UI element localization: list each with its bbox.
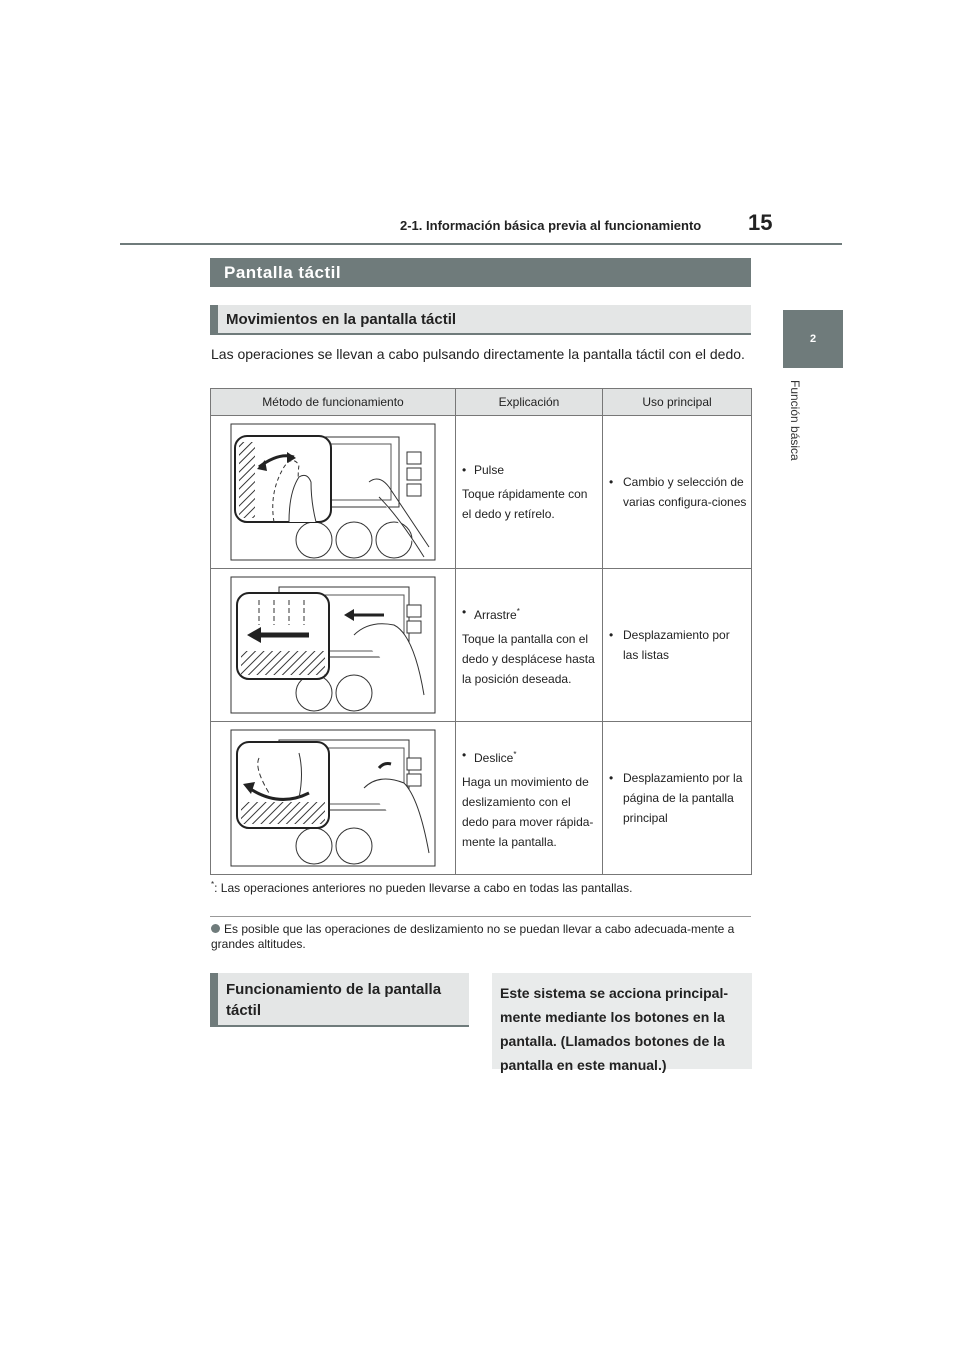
- bottom-heading: Funcionamiento de la pantalla táctil: [210, 973, 469, 1027]
- drag-gesture-illustration: [211, 569, 456, 722]
- use-text: Cambio y selección de varias configura-ciones: [623, 475, 747, 509]
- page-number: 15: [748, 210, 773, 235]
- table-header-row: [211, 389, 752, 416]
- explanation-text: Toque rápidamente con el dedo y retírelo.: [462, 487, 588, 521]
- bottom-description: Este sistema se acciona principal-mente mediante los botones en la pantalla. (Llamados botones de la pantalla en este manual.): [492, 973, 752, 1069]
- explanation-cell: [456, 722, 603, 875]
- note-bullet-icon: [211, 924, 220, 933]
- table-row: [211, 569, 752, 722]
- chapter-side-label: [786, 380, 806, 490]
- table-row: [211, 416, 752, 569]
- explanation-text: Haga un movimiento de deslizamiento con el dedo para mover rápida-mente la pantalla.: [462, 774, 594, 849]
- bullet-icon: •: [462, 747, 467, 762]
- table-header-cell: Uso principal: [603, 389, 752, 416]
- explanation-cell: [456, 569, 603, 722]
- chapter-tab: [783, 310, 843, 368]
- footnote-text: : Las operaciones anteriores no pueden llevarse a cabo en todas las pantallas.: [214, 881, 633, 895]
- note-divider: [210, 916, 751, 917]
- subsection-heading: [210, 305, 751, 335]
- bullet-icon: •: [462, 604, 467, 619]
- table-header-cell: Explicación: [456, 389, 603, 416]
- subsection-title: Movimientos en la pantalla táctil: [226, 310, 457, 328]
- header-divider: [120, 243, 842, 245]
- bullet-icon: •: [609, 771, 614, 785]
- use-cell: [603, 722, 752, 875]
- tap-gesture-illustration: [211, 416, 456, 569]
- intro-paragraph: Las operaciones se llevan a cabo pulsando directamente la pantalla táctil con el dedo.: [211, 346, 745, 362]
- use-cell: [603, 569, 752, 722]
- asterisk-mark: *: [513, 749, 517, 759]
- footnote-marker: *: [211, 880, 215, 889]
- bullet-icon: •: [609, 628, 614, 642]
- asterisk-mark: *: [516, 606, 520, 616]
- explanation-text: Toque la pantalla con el dedo y desplácese hasta la posición deseada.: [462, 631, 595, 686]
- method-name: Deslice: [474, 750, 514, 765]
- explanation-cell: [456, 416, 603, 569]
- bullet-icon: •: [462, 463, 467, 477]
- use-cell: [603, 416, 752, 569]
- gesture-table: [210, 388, 752, 875]
- note-text: Es posible que las operaciones de deslizamiento no se puedan llevar a cabo adecuada-mente a grandes altitudes.: [211, 922, 735, 951]
- table-row: [211, 722, 752, 875]
- header-section-title: 2-1. Información básica previa al funcionamiento: [400, 218, 702, 233]
- use-text: Desplazamiento por las listas: [623, 628, 730, 662]
- section-title: Pantalla táctil: [224, 262, 342, 282]
- chapter-label: Función básica: [788, 380, 802, 461]
- note-paragraph: [211, 922, 751, 952]
- bullet-icon: •: [609, 475, 614, 489]
- table-header-cell: Método de funcionamiento: [211, 389, 456, 416]
- table-footnote: [211, 880, 632, 895]
- chapter-number: 2: [809, 333, 817, 345]
- method-name: Arrastre: [474, 607, 517, 622]
- method-name: Pulse: [474, 463, 505, 477]
- section-heading: [210, 258, 751, 287]
- use-text: Desplazamiento por la página de la pantalla principal: [623, 771, 743, 825]
- flick-gesture-illustration: [211, 722, 456, 875]
